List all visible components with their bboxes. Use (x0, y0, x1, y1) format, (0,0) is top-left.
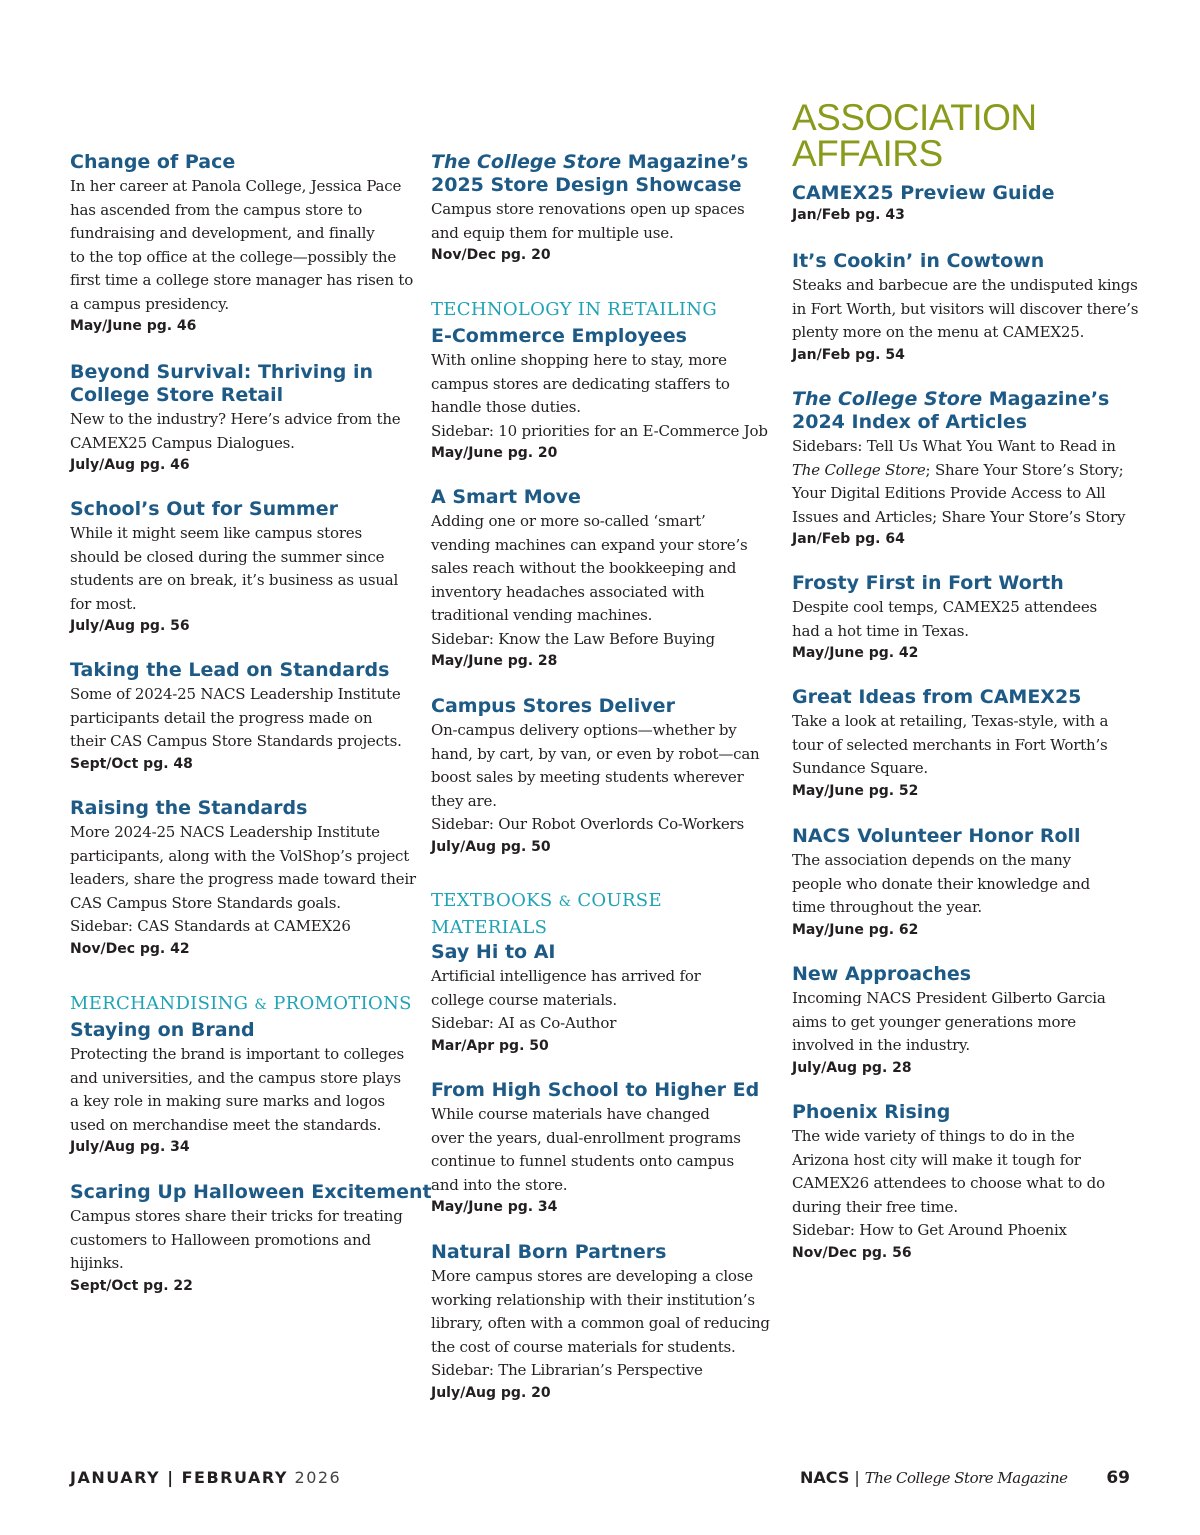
article-body (431, 1265, 776, 1383)
body-line: library, often with a common goal of reducing (431, 1314, 770, 1332)
body-line: While it might seem like campus stores (70, 524, 362, 542)
body-line: customers to Halloween promotions and (70, 1230, 371, 1249)
body-line: Incoming NACS President Gilberto Garcia (792, 989, 1106, 1007)
body-line: should be closed during the summer since (70, 547, 385, 566)
article-title (792, 388, 1137, 434)
heading-line: ASSOCIATION (792, 97, 1037, 138)
body-line: Despite cool temps, CAMEX25 attendees (792, 598, 1098, 616)
heading-line: AFFAIRS (792, 133, 943, 174)
article-new-approaches (792, 963, 1137, 1078)
article-change-of-pace (70, 151, 415, 336)
body-line: used on merchandise meet the standards. (70, 1115, 382, 1134)
body-line: Your Digital Editions Provide Access to All (792, 484, 1106, 502)
section-text-line2: MATERIALS (431, 917, 548, 938)
article-issue: May/June pg. 42 (792, 645, 919, 661)
body-line: Adding one or more so-called ‘smart’ (431, 512, 706, 530)
body-line: participants detail the progress made on (70, 708, 373, 727)
body-line: people who donate their knowledge and (792, 874, 1091, 893)
article-title (70, 361, 415, 407)
title-line: It’s Cookin’ in Cowtown (792, 250, 1045, 272)
body-line: continue to funnel students onto campus (431, 1152, 734, 1170)
article-issue: Jan/Feb pg. 54 (792, 346, 905, 363)
title-line: Phoenix Rising (792, 1101, 951, 1123)
body-line: over the years, dual-enrollment programs (431, 1128, 741, 1147)
section-heading-association-affairs (792, 97, 1037, 174)
article-issue: July/Aug pg. 56 (70, 618, 190, 634)
article-body (792, 1125, 1137, 1243)
footer-separator: | (854, 1468, 860, 1487)
body-line: plenty more on the menu at CAMEX25. (792, 323, 1085, 341)
article-issue: May/June pg. 28 (431, 653, 558, 669)
title-line: School’s Out for Summer (70, 498, 338, 520)
body-line: Sidebar: AI as Co-Author (431, 1014, 617, 1032)
body-line: hijinks. (70, 1254, 124, 1272)
article-title (431, 325, 776, 348)
body-line: to the top office at the college—possibly the (70, 247, 397, 266)
article-great-ideas (792, 686, 1137, 801)
article-issue: Mar/Apr pg. 50 (431, 1037, 549, 1054)
article-e-commerce-employees (431, 325, 776, 463)
section-merch-part1: MERCHANDISING (70, 993, 249, 1014)
body-line: they are. (431, 791, 497, 810)
article-natural-born-partners (431, 1241, 776, 1403)
article-body (70, 683, 415, 754)
title-rest: Magazine’s (982, 388, 1110, 410)
title-line: Change of Pace (70, 151, 236, 173)
article-scaring-up-halloween (70, 1181, 432, 1296)
body-line: With online shopping here to stay, more (431, 351, 727, 369)
body-line: handle those duties. (431, 398, 581, 416)
title-line: From High School to Higher Ed (431, 1079, 760, 1101)
article-taking-the-lead (70, 659, 415, 774)
body-line: Issues and Articles; Share Your Store’s Story (792, 507, 1126, 526)
title-line: Frosty First in Fort Worth (792, 572, 1064, 594)
title-line-2: 2024 Index of Articles (792, 411, 1028, 433)
section-merchandising-promotions (70, 991, 415, 1018)
article-beyond-survival (70, 361, 415, 475)
article-title (70, 1181, 432, 1204)
body-line: and equip them for multiple use. (431, 223, 674, 242)
article-body (431, 510, 776, 651)
article-title (431, 695, 776, 718)
body-line: More 2024-25 NACS Leadership Institute (70, 823, 380, 841)
title-line: Raising the Standards (70, 797, 308, 819)
article-title (792, 250, 1137, 273)
article-2024-index-of-articles (792, 388, 1137, 549)
body-line: participants, along with the VolShop’s project (70, 846, 410, 865)
article-say-hi-to-ai (431, 941, 776, 1056)
body-line: had a hot time in Texas. (792, 621, 969, 640)
section-text-part2: COURSE (577, 890, 662, 911)
body-line: sales reach without the bookkeeping and (431, 559, 737, 577)
article-body (431, 719, 776, 837)
body-line: Campus store renovations open up spaces (431, 200, 745, 218)
body-line: Take a look at retailing, Texas-style, with a (792, 712, 1109, 730)
article-body (431, 349, 776, 443)
article-volunteer-honor-roll (792, 825, 1137, 940)
section-textbooks-course-materials (431, 888, 776, 941)
section-technology-in-retailing: TECHNOLOGY IN RETAILING (431, 299, 717, 320)
footer-month: JANUARY | FEBRUARY (70, 1468, 288, 1487)
body-line: aims to get younger generations more (792, 1012, 1076, 1031)
article-raising-the-standards (70, 797, 415, 959)
article-issue: May/June pg. 46 (70, 318, 197, 334)
body-line: working relationship with their institution’s (431, 1290, 755, 1309)
article-issue: May/June pg. 34 (431, 1199, 558, 1215)
article-issue: Nov/Dec pg. 20 (431, 247, 551, 263)
article-issue: July/Aug pg. 46 (70, 457, 190, 473)
body-line: In her career at Panola College, Jessica Pace (70, 177, 402, 195)
body-line: The wide variety of things to do in the (792, 1127, 1075, 1145)
article-body (792, 849, 1137, 920)
body-line: the cost of course materials for students. (431, 1337, 736, 1356)
article-issue: July/Aug pg. 28 (792, 1059, 912, 1076)
body-line: students are on break, it’s business as usual (70, 571, 399, 589)
body-line: for most. (70, 594, 137, 613)
body-line: leaders, share the progress made toward their (70, 870, 416, 888)
section-merch-part2: PROMOTIONS (273, 993, 412, 1014)
body-magazine-name: The College Store (792, 460, 926, 479)
title-line: NACS Volunteer Honor Roll (792, 825, 1081, 847)
title-line: A Smart Move (431, 486, 581, 508)
body-line: their CAS Campus Store Standards projects. (70, 732, 402, 750)
body-line: New to the industry? Here’s advice from the (70, 410, 401, 428)
body-line: inventory headaches associated with (431, 582, 705, 601)
article-issue: Nov/Dec pg. 42 (70, 940, 190, 957)
body-line: Sidebar: Know the Law Before Buying (431, 629, 715, 648)
article-title (792, 825, 1137, 848)
body-line: CAS Campus Store Standards goals. (70, 893, 341, 912)
body-line: While course materials have changed (431, 1105, 710, 1123)
article-issue: Jan/Feb pg. 64 (792, 531, 905, 547)
body-line: Arizona host city will make it tough for (792, 1150, 1081, 1169)
article-body (70, 522, 415, 616)
article-issue: Sept/Oct pg. 48 (70, 755, 193, 772)
article-camex25-preview-guide (792, 182, 1137, 225)
title-line: E-Commerce Employees (431, 325, 687, 347)
title-line: Natural Born Partners (431, 1241, 667, 1263)
article-title (792, 572, 1137, 595)
body-line: vending machines can expand your store’s (431, 535, 748, 554)
article-issue: May/June pg. 52 (792, 782, 919, 799)
body-line: a key role in making sure marks and logos (70, 1092, 385, 1110)
body-line: Sidebar: The Librarian’s Perspective (431, 1361, 703, 1379)
title-line: CAMEX25 Preview Guide (792, 182, 1055, 204)
body-line: and into the store. (431, 1175, 568, 1194)
article-title (431, 486, 776, 509)
article-title (70, 1019, 415, 1042)
title-magazine-name: The College Store (792, 388, 983, 410)
body-line: and universities, and the campus store plays (70, 1068, 401, 1087)
article-store-design-showcase (431, 151, 776, 265)
body-line: during their free time. (792, 1197, 958, 1216)
body-line: Steaks and barbecue are the undisputed kings (792, 276, 1138, 294)
article-phoenix-rising (792, 1101, 1137, 1263)
article-body (792, 435, 1137, 529)
article-title (792, 1101, 1137, 1124)
article-cookin-in-cowtown (792, 250, 1137, 365)
article-high-school-to-higher-ed (431, 1079, 776, 1217)
body-line: The association depends on the many (792, 851, 1071, 869)
article-body (70, 408, 415, 455)
body-line: college course materials. (431, 990, 618, 1009)
body-line: Sundance Square. (792, 759, 928, 777)
article-body (70, 821, 415, 939)
article-title (70, 498, 415, 521)
body-line: traditional vending machines. (431, 606, 653, 624)
title-line: Campus Stores Deliver (431, 695, 675, 717)
article-issue: May/June pg. 20 (431, 445, 558, 461)
article-title (431, 1241, 776, 1264)
article-issue: July/Aug pg. 20 (431, 1384, 551, 1401)
page-number: 69 (1106, 1468, 1130, 1488)
article-body (70, 1043, 415, 1137)
footer-year: 2026 (294, 1468, 342, 1487)
title-line: College Store Retail (70, 384, 284, 406)
article-body (70, 1205, 415, 1276)
body-line: CAMEX26 attendees to choose what to do (792, 1174, 1105, 1192)
body-line: first time a college store manager has risen to (70, 271, 414, 289)
article-issue: Sept/Oct pg. 22 (70, 1277, 193, 1294)
article-body (792, 274, 1137, 345)
body-line: fundraising and development, and finally (70, 224, 375, 242)
body-line: On-campus delivery options—whether by (431, 721, 737, 739)
article-staying-on-brand (70, 1019, 415, 1157)
body-line: in Fort Worth, but visitors will discover there’s (792, 299, 1139, 318)
article-title (431, 941, 776, 964)
title-line: Scaring Up Halloween Excitement (70, 1181, 432, 1203)
body-line: Sidebar: Our Robot Overlords Co-Workers (431, 815, 745, 833)
article-issue: July/Aug pg. 34 (70, 1139, 190, 1155)
article-issue: Nov/Dec pg. 56 (792, 1244, 912, 1261)
body-line: involved in the industry. (792, 1036, 970, 1054)
footer-issue-date (70, 1466, 341, 1490)
section-text-amp: & (558, 894, 572, 910)
body-line: boost sales by meeting students wherever (431, 768, 744, 786)
article-title (431, 151, 776, 197)
body-line: Sidebar: 10 priorities for an E-Commerce Job (431, 421, 768, 440)
footer-publication (800, 1466, 1130, 1490)
body-line: hand, by cart, by van, or even by robot—can (431, 744, 760, 763)
title-line: Great Ideas from CAMEX25 (792, 686, 1082, 708)
article-title (70, 797, 415, 820)
body-line: CAMEX25 Campus Dialogues. (70, 433, 295, 452)
article-issue: Jan/Feb pg. 43 (792, 207, 905, 223)
article-body (792, 710, 1137, 781)
title-magazine-name: The College Store (431, 151, 622, 173)
title-line: Beyond Survival: Thriving in (70, 361, 374, 383)
body-line: Sidebars: Tell Us What You Want to Read in (792, 437, 1116, 455)
article-issue: May/June pg. 62 (792, 921, 919, 938)
title-line-2: 2025 Store Design Showcase (431, 174, 742, 196)
article-issue: July/Aug pg. 50 (431, 838, 551, 855)
body-line: Sidebar: How to Get Around Phoenix (792, 1221, 1067, 1239)
article-title (792, 686, 1137, 709)
title-line: Staying on Brand (70, 1019, 255, 1041)
article-title (70, 659, 415, 682)
title-line: New Approaches (792, 963, 972, 985)
article-title (792, 963, 1137, 986)
article-frosty-first (792, 572, 1137, 663)
section-text-part1: TEXTBOOKS (431, 890, 553, 911)
article-body (431, 1103, 776, 1197)
body-line: Sidebar: CAS Standards at CAMEX26 (70, 917, 351, 935)
article-title (70, 151, 415, 174)
title-line: Taking the Lead on Standards (70, 659, 390, 681)
article-schools-out (70, 498, 415, 636)
article-title (431, 1079, 776, 1102)
article-body (431, 198, 776, 245)
article-body (792, 987, 1137, 1058)
article-body (792, 596, 1137, 643)
body-line: campus stores are dedicating staffers to (431, 374, 730, 393)
title-rest: Magazine’s (621, 151, 749, 173)
body-line: Some of 2024-25 NACS Leadership Institute (70, 685, 401, 703)
body-line: time throughout the year. (792, 898, 982, 916)
article-title (792, 182, 1137, 205)
body-line: has ascended from the campus store to (70, 200, 363, 219)
article-body (70, 175, 415, 316)
body-line: tour of selected merchants in Fort Worth’s (792, 735, 1108, 754)
body-line: Artificial intelligence has arrived for (431, 967, 701, 985)
footer-org: NACS (800, 1468, 850, 1487)
article-campus-stores-deliver (431, 695, 776, 857)
body-line: a campus presidency. (70, 294, 229, 313)
body-line: Protecting the brand is important to colleges (70, 1045, 404, 1063)
body-line: Campus stores share their tricks for treating (70, 1207, 403, 1225)
section-merch-amp: & (254, 997, 268, 1013)
footer-magazine-name: The College Store Magazine (864, 1469, 1068, 1487)
article-a-smart-move (431, 486, 776, 671)
body-line: More campus stores are developing a close (431, 1267, 753, 1285)
article-body (431, 965, 776, 1036)
title-line: Say Hi to AI (431, 941, 556, 963)
body-line-rest: ; Share Your Store’s Story; (925, 460, 1124, 479)
